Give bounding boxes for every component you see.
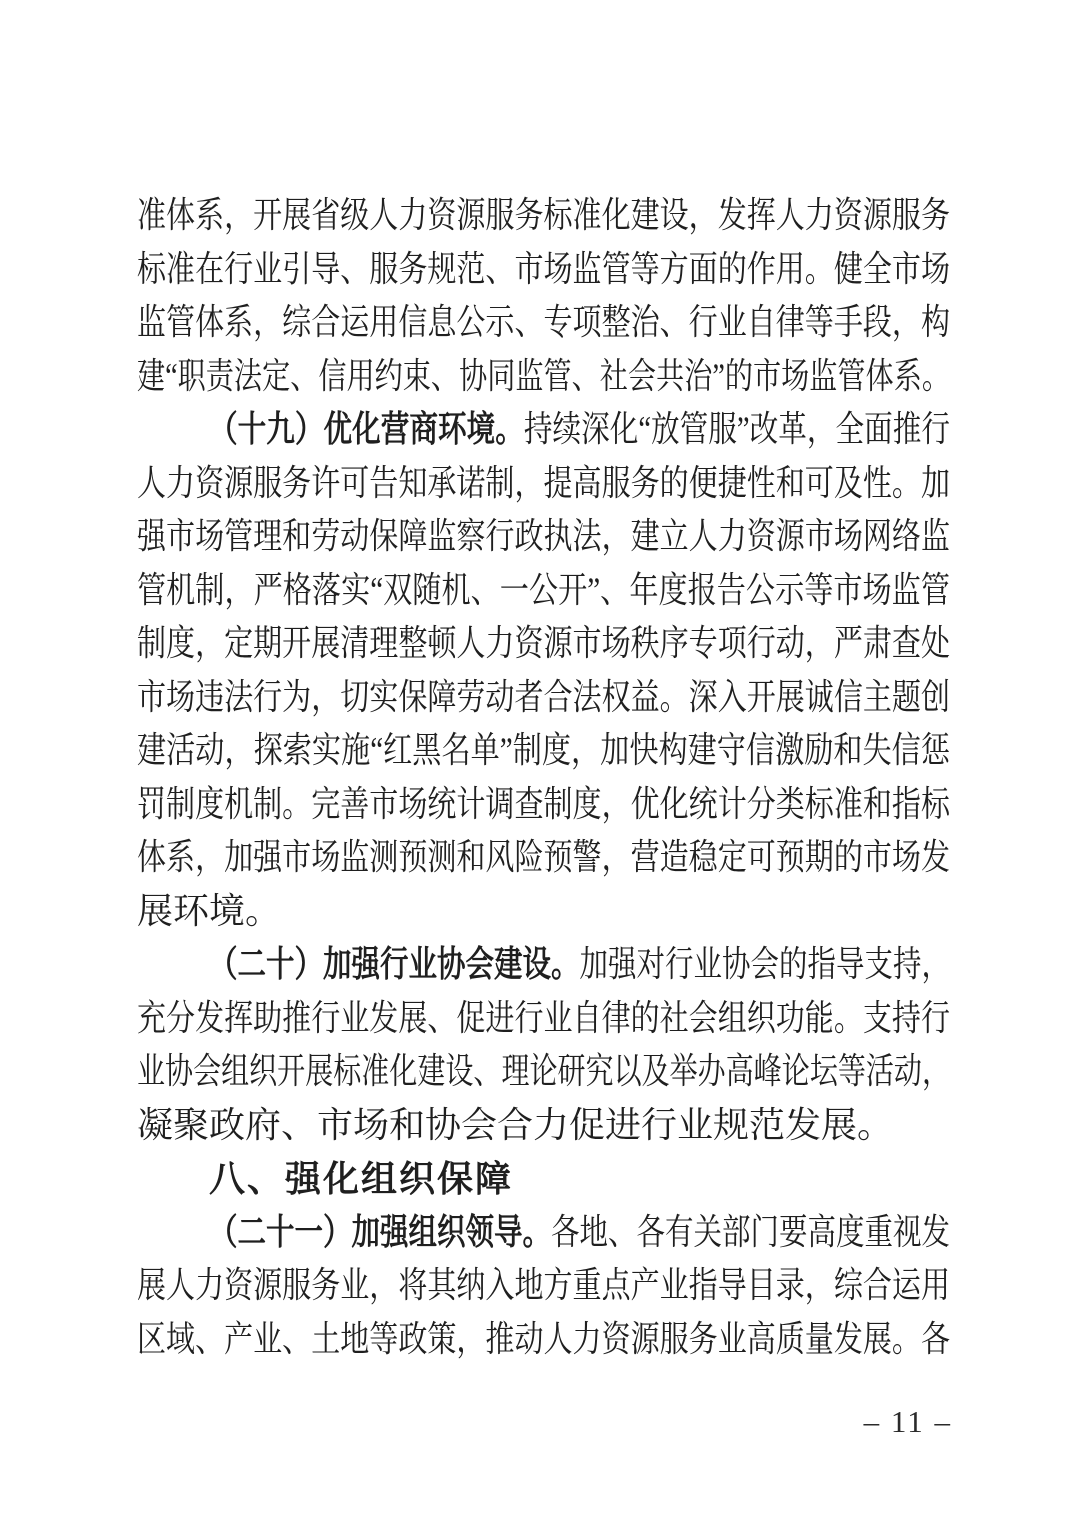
body-text: 建“职责法定、信用约束、协同监管、社会共治”的市场监管体系。 bbox=[137, 355, 950, 396]
text-line bbox=[137, 724, 950, 778]
text-line bbox=[137, 885, 950, 939]
text-line bbox=[137, 189, 950, 243]
body-text: 监管体系，综合运用信息公示、专项整治、行业自律等手段，构 bbox=[137, 302, 950, 342]
text-line bbox=[137, 564, 950, 618]
body-text: 区域、产业、土地等政策，推动人力资源服务业高质量发展。各 bbox=[137, 1318, 950, 1359]
text-line bbox=[137, 778, 950, 832]
text-line bbox=[137, 350, 950, 404]
body-text: 展人力资源服务业，将其纳入地方重点产业指导目录，综合运用 bbox=[137, 1265, 950, 1305]
body-text: 体系，加强市场监测预测和风险预警，营造稳定可预期的市场发 bbox=[137, 837, 950, 877]
body-text: 标准在行业引导、服务规范、市场监管等方面的作用。健全市场 bbox=[137, 248, 950, 289]
subsection-lead-in: （二十一）加强组织领导。 bbox=[209, 1211, 552, 1252]
text-line bbox=[137, 1045, 950, 1099]
text-line bbox=[137, 831, 950, 885]
body-text: 市场违法行为，切实保障劳动者合法权益。深入开展诚信主题创 bbox=[137, 676, 950, 717]
text-block bbox=[137, 189, 950, 1366]
body-text: 业协会组织开展标准化建设、理论研究以及举办高峰论坛等活动， bbox=[137, 1051, 950, 1091]
text-line bbox=[137, 1206, 950, 1260]
body-text: 展环境。 bbox=[137, 890, 282, 931]
text-line bbox=[137, 457, 950, 511]
subsection-lead-in: （二十）加强行业协会建设。 bbox=[209, 944, 580, 984]
body-text: 人力资源服务许可告知承诺制，提高服务的便捷性和可及性。加 bbox=[137, 462, 950, 503]
heading-text: 八、强化组织保障 bbox=[209, 1158, 514, 1199]
body-text: 加强对行业协会的指导支持， bbox=[579, 944, 950, 984]
body-text: 罚制度机制。完善市场统计调查制度，优化统计分类标准和指标 bbox=[137, 783, 950, 824]
text-line bbox=[137, 403, 950, 457]
text-line bbox=[137, 1259, 950, 1313]
body-text: 凝聚政府、市场和协会合力促进行业规范发展。 bbox=[137, 1104, 894, 1145]
body-text: 持续深化“放管服”改革，全面推行 bbox=[523, 409, 950, 449]
text-line bbox=[137, 1313, 950, 1367]
text-line bbox=[137, 510, 950, 564]
body-text: 准体系，开展省级人力资源服务标准化建设，发挥人力资源服务 bbox=[137, 195, 950, 235]
text-line bbox=[137, 992, 950, 1046]
body-text: 管机制，严格落实“双随机、一公开”、年度报告公示等市场监管 bbox=[137, 569, 950, 610]
text-line bbox=[137, 617, 950, 671]
text-line bbox=[137, 296, 950, 350]
body-text: 强市场管理和劳动保障监察行政执法，建立人力资源市场网络监 bbox=[137, 516, 950, 556]
text-line bbox=[137, 938, 950, 992]
page-number: – 11 – bbox=[863, 1404, 952, 1439]
body-text: 充分发挥助推行业发展、促进行业自律的社会组织功能。支持行 bbox=[137, 997, 950, 1038]
body-text: 制度，定期开展清理整顿人力资源市场秩序专项行动，严肃查处 bbox=[137, 623, 950, 663]
text-line bbox=[137, 671, 950, 725]
text-line bbox=[137, 1099, 950, 1153]
section-heading bbox=[137, 1152, 950, 1206]
subsection-lead-in: （十九）优化营商环境。 bbox=[209, 409, 524, 449]
text-line bbox=[137, 243, 950, 297]
body-text: 建活动，探索实施“红黑名单”制度，加快构建守信激励和失信惩 bbox=[137, 730, 950, 770]
body-text: 各地、各有关部门要高度重视发 bbox=[551, 1211, 950, 1252]
